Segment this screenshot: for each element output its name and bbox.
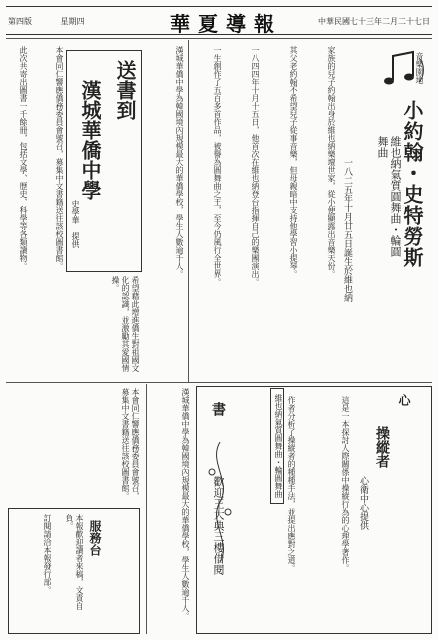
section-rule: [6, 382, 432, 383]
service-title: 服務台: [88, 520, 102, 556]
book-location: 歡迎王大典三樓借閱: [212, 476, 225, 575]
article-body-3: 希望藉此增進僑生對祖國文化的認識，並激勵其愛國情操。: [111, 276, 140, 372]
headline-subtitle: 維也納氣質圓舞曲・輪圓舞曲: [376, 136, 402, 257]
masthead: [6, 6, 432, 36]
strauss-body-3: 一生創作了五百多首作品，被譽為圓舞曲之王，至今仍風行全世界。: [213, 46, 222, 286]
heart-mark: 心: [397, 394, 411, 406]
service-note-0: 本報歡迎讀者來稿，文責自負。: [65, 514, 84, 610]
issue-date: 中華民國七十三年二月二十七日: [318, 17, 430, 26]
article-body-2: 此次共寄出圖書一千餘冊，包括文學、歷史、科學等各類讀物。: [19, 46, 28, 270]
strauss-body-1: 其父老約翰不希望兒子從事音樂，但母親暗中支持他學習小提琴。: [289, 46, 298, 278]
boxed-caption: 維也納氣質圓舞曲・輪圓舞曲: [270, 388, 284, 504]
feature-body-0: 這是一本探討人際關係中操縱行為的心理學著作。: [341, 396, 350, 572]
column-rule-lower: [146, 384, 147, 634]
article-title-line2: 漢城華僑中學: [78, 80, 102, 200]
music-garden-logo: [375, 46, 430, 96]
column-rule: [188, 40, 189, 382]
header-rule: [6, 38, 432, 39]
newspaper-title: 華夏導報: [170, 12, 282, 36]
headline-title: 小約翰・史特勞斯: [400, 100, 424, 268]
page-number: 第四版: [8, 17, 32, 26]
feature-title: 操縱者: [374, 426, 390, 468]
article-body-0: 漢城華僑中學為韓國境內規模最大的華僑學校，學生人數逾千人。: [175, 46, 184, 278]
music-logo-label: 音樂園地: [415, 52, 424, 84]
headline-byline: 一八二五年十月廿五日誕生於維也納: [342, 158, 352, 302]
strauss-body-0: 家族的兒子約翰出身於維也納樂壇世家，從小便顯露出音樂天份。: [327, 46, 336, 278]
masthead-left: [8, 16, 111, 27]
book-label: 書: [210, 402, 226, 416]
article-body-1: 本會同仁響應僑務委員會號召，募集中文書籍送往該校圖書館。: [55, 46, 64, 270]
service-note-1: 訂閱請洽本報發行部。: [43, 514, 52, 594]
weekday: 星期四: [60, 17, 85, 26]
lower-body-col-2: 本會同仁響應僑務委員會號召，募集中文書籍送往該校圖書館。: [121, 388, 140, 500]
lower-body-col: 漢城華僑中學為韓國境內規模最大的華僑學校，學生人數逾千人。: [181, 388, 190, 620]
article-title-line1: 送書到: [113, 60, 137, 120]
feature-provider: 心衛中心提供: [358, 476, 368, 530]
feature-body-1: 作者分析了操縱者的種種手法，並提出應對之道。: [287, 396, 296, 572]
article-byline: 史學華 提供: [71, 200, 80, 248]
strauss-body-2: 一八四四年十月十五日，他首次在維也納登台指揮自己的樂團演出。: [251, 46, 260, 286]
